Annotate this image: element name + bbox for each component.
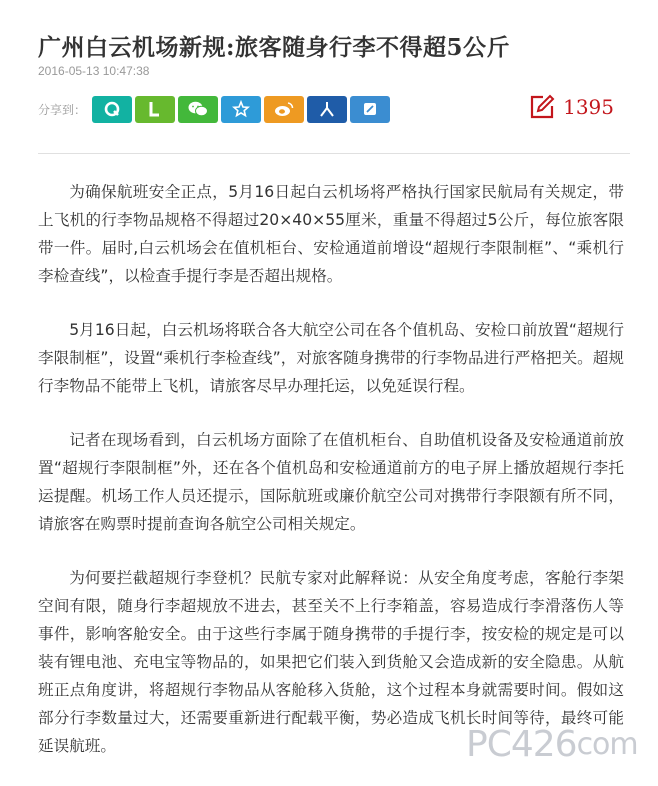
share-bar	[38, 95, 393, 123]
watermark-main: PC426	[466, 723, 577, 765]
share-weibo-button[interactable]	[264, 96, 304, 123]
share-wechat-button[interactable]	[178, 96, 218, 123]
article-paragraph: 为何要拦截超规行李登机？民航专家对此解释说：从安全角度考虑，客舱行李架空间有限，随身行李超规放不进去，甚至关不上行李箱盖，容易造成行李滑落伤人等事件，影响客舱安全。由于这些行李属于随身携带的手提行李，按安检的规定是可以装有锂电池、充电宝等物品的，如果把它们装入到货舱又会造成新的安全隐患。从航班正点角度讲，将超规行李物品从客舱移入货舱，这个过程本身就需要时间。假如这部分行李数量过大，还需要重新进行配载平衡，势必造成飞机长时间等待，最终可能延误航班。	[38, 569, 624, 755]
renren-icon	[318, 100, 336, 118]
star-icon	[232, 100, 250, 118]
share-favorite-button[interactable]	[221, 96, 261, 123]
edit-comment-icon	[529, 94, 555, 120]
share-qzone-button[interactable]	[92, 96, 132, 123]
watermark-suffix: com	[576, 726, 638, 762]
share-label: 分享到：	[38, 102, 87, 117]
tweibo-icon	[361, 100, 379, 118]
share-line-button[interactable]	[135, 96, 175, 123]
article-body	[38, 178, 624, 786]
share-tencent-weibo-button[interactable]	[350, 96, 390, 123]
article-title: 广州白云机场新规:旅客随身行李不得超5公斤	[38, 34, 510, 62]
site-watermark	[466, 720, 656, 768]
l-icon	[147, 100, 163, 118]
article-paragraph: 为确保航班安全正点，5月16日起白云机场将严格执行国家民航局有关规定，带上飞机的行李物品规格不得超过20×40×55厘米，重量不得超过5公斤，每位旅客限带一件。届时,白云机场会在值机柜台、安检通道前增设“超规行李限制框”、“乘机行李检查线”，以检查手提行李是否超出规格。	[38, 183, 624, 285]
qzone-icon	[103, 100, 121, 118]
weibo-icon	[273, 100, 295, 118]
publish-date: 2016-05-13 10:47:38	[38, 64, 150, 78]
header-divider	[38, 153, 630, 154]
share-renren-button[interactable]	[307, 96, 347, 123]
article-paragraph: 5月16日起，白云机场将联合各大航空公司在各个值机岛、安检口前放置“超规行李限制框”，设置“乘机行李检查线”，对旅客随身携带的行李物品进行严格把关。超规行李物品不能带上飞机，请旅客尽早办理托运，以免延误行程。	[38, 321, 624, 395]
wechat-icon	[187, 100, 209, 118]
comment-count: 1395	[563, 95, 614, 119]
article-paragraph: 记者在现场看到，白云机场方面除了在值机柜台、自助值机设备及安检通道前放置“超规行李限制框”外，还在各个值机岛和安检通道前方的电子屏上播放超规行李托运提醒。机场工作人员还提示，国际航班或廉价航空公司对携带行李限额有所不同，请旅客在购票时提前查询各航空公司相关规定。	[38, 431, 624, 533]
comment-link[interactable]	[529, 94, 614, 120]
